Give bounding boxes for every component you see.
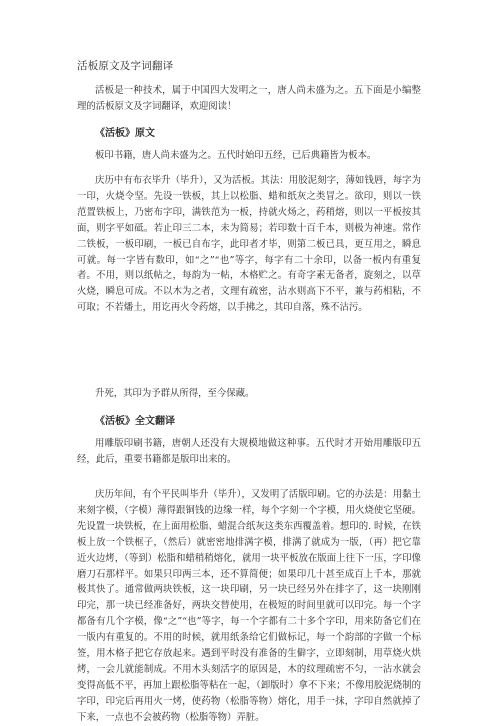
translation-paragraph: 庆历年间，有个平民叫毕升（毕升），又发明了活版印刷。它的办法是：用黏土来刻字模，（字模）薄得跟铜钱的边缘一样，每个字刻一个字模，用火烧使它坚硬。先设置一块铁板，在上面用松脂、蜡混合纸灰这类东西覆盖着。想印的. 时候，在铁板上放一个铁框子，（然后）就密密地排满字模，排满了就成为一版，（再）把它靠近火边烤，（等到）松脂和蜡稍稍熔化，就用一块平板放在版面上往下一压，字印像磨刀石那样平。如果只印两三本，还不算简便；如果印几十甚至成百上千本，那就极其快了。通常做两块铁板，这一块印刷，另一块已经另外在排字了，这一块刚刚印完，那一块已经准备好，两块交替使用，在极短的时间里就可以印完。每一个字都备有几个字模，像“之”“也”等字，每一个字都有二十多个字印，用来防备它们在一版内有重复的。不用的时候，就用纸条给它们做标记，每一个韵部的字做一个标签，用木格子把它存放起来。遇到平时没有准备的生僻字，立即刻制，用草烧火烘烤，一会儿就能制成。不用木头刻活字的原因是，木的纹理疏密不匀，一沾水就会变得高低不平，再加上跟松脂等粘在一起，（卸版时）拿不下来；不像用胶泥烧制的字印，印完后再用火一烤，使药物（松脂等物）熔化，用手一抹，字印自然就掉了下来，一点也不会被药物（松脂等物）弄脏。 (77, 489, 421, 723)
section-heading-original: 《活板》原文 (95, 128, 155, 139)
original-text-block (77, 386, 421, 402)
translation-text-block (77, 436, 421, 468)
section-heading-translation: 《活板》全文翻译 (95, 416, 175, 427)
document-title: 活板原文及字词翻译 (77, 60, 174, 72)
original-paragraph: 升死，其印为予群从所得，至今保藏。 (95, 388, 255, 399)
translation-paragraph: 用雕版印刷书籍，唐朝人还没有大规模地做这种事。五代时才开始用雕版印五经，此后，重要书籍都是版印出来的。 (77, 438, 421, 465)
original-text-block (77, 173, 421, 316)
translation-text-block (77, 487, 421, 726)
intro-paragraph: 活板是一种技术，属于中国四大发明之一，唐人尚未盛为之。五下面是小编整理的活板原文及字词翻译，欢迎阅读！ (77, 85, 421, 112)
intro-block (77, 83, 421, 115)
original-text-block (77, 148, 421, 164)
original-paragraph: 板印书籍，唐人尚未盛为之。五代时始印五经，已后典籍皆为板本。 (95, 150, 377, 161)
original-paragraph: 庆历中有布衣毕升（毕升），又为活板。其法：用胶泥刻字，薄如钱唇，每字为一印，火烧令坚。先设一铁板，其上以松脂、蜡和纸灰之类冒之。欲印，则以一铁范置铁板上，乃密布字印，满铁范为一板，持就火炀之，药稍熔，则以一平板按其面，则字平如砥。若止印三二本，未为简易；若印数十百千本，则极为神速。常作二铁板，一板印刷，一板已自布字，此印者才毕，则第二板已具，更互用之，瞬息可就。每一字皆有数印，如“之”“也”等字，每字有二十余印，以备一板内有重复者。不用，则以纸帖之，每韵为一帖，木格贮之。有奇字素无备者，旋刻之，以草火烧，瞬息可成。不以木为之者，文理有疏密，沾水则高下不平，兼与药相粘，不可取；不若燔土，用讫再火令药熔，以手拂之，其印自落，殊不沾污。 (77, 175, 421, 314)
